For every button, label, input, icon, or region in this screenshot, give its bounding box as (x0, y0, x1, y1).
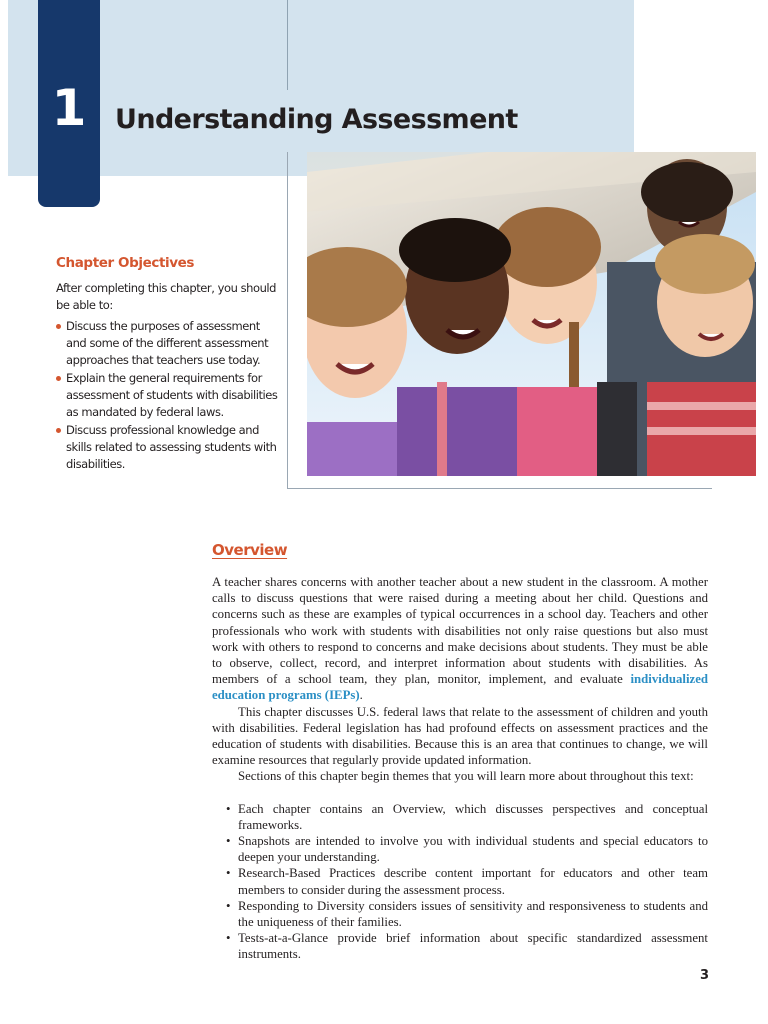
theme-item (226, 898, 708, 930)
theme-item (226, 865, 708, 897)
theme-text: Each chapter contains an Overview, which discusses perspectives and conceptual frameworks. (238, 801, 708, 832)
bullet-dot-icon (56, 428, 61, 433)
bullet-icon: • (226, 834, 231, 849)
photo-children-laughing-icon (307, 152, 756, 476)
themes-list (226, 801, 708, 963)
theme-text: Responding to Diversity considers issues of sensitivity and responsiveness to students and the uniqueness of their families. (238, 898, 708, 930)
objective-text: Explain the general requirements for assessment of students with disabilities as mandated by federal laws. (66, 371, 278, 419)
chapter-title: Understanding Assessment (115, 104, 518, 135)
header-divider (287, 0, 288, 90)
theme-item (226, 930, 708, 962)
objective-item (56, 318, 278, 369)
theme-text: Snapshots are intended to involve you with individual students and special educators to deepen your understanding. (238, 834, 708, 865)
chapter-number: 1 (51, 79, 87, 137)
paragraph-text: . (359, 688, 363, 703)
objective-item (56, 370, 278, 421)
objective-text: Discuss the purposes of assessment and some of the different assessment approaches that teachers use today. (66, 319, 269, 367)
chapter-objectives (56, 252, 278, 474)
theme-item (226, 833, 708, 865)
bullet-dot-icon (56, 376, 61, 381)
objectives-list (56, 318, 278, 473)
bullet-icon: • (226, 931, 231, 946)
paragraph-text: A teacher shares concerns with another teacher about a new student in the classroom. A mother calls to discuss questions that were raised during a meeting about her child. Questions and concerns such as these are examples of typical occurrences in a school day. Teachers and other professionals who work with students with disabilities not only raise questions but also must work with others to respond to concerns and make decisions about students. They must be able to observe, collect, record, and interpret information about students with disabilities. As members of a school team, they plan, monitor, implement, and evaluate (212, 575, 708, 687)
paragraph: Sections of this chapter begin themes that you will learn more about throughout this text: (238, 769, 694, 784)
header-band (8, 0, 634, 176)
overview-heading: Overview (212, 541, 288, 559)
objectives-intro: After completing this chapter, you should be able to: (56, 281, 277, 312)
overview-body (212, 574, 708, 963)
photo-frame-bottom (287, 488, 712, 489)
theme-text: Tests-at-a-Glance provide brief information about specific standardized assessment instruments. (238, 931, 708, 962)
bullet-icon: • (226, 898, 231, 913)
objectives-heading: Chapter Objectives (56, 255, 195, 271)
photo-frame-left (287, 152, 288, 488)
bullet-icon: • (226, 801, 231, 816)
chapter-photo (307, 152, 756, 476)
paragraph (212, 574, 708, 704)
paragraph: This chapter discusses U.S. federal laws that relate to the assessment of children and youth with disabilities. Federal legislation has had profound effects on assessment practices and the education of students with disabilities. Because this is an area that continues to change, we will examine resources that regularly provide updated information. (212, 704, 708, 768)
theme-text: Research-Based Practices describe content important for educators and other team members to consider during the assessment process. (238, 866, 708, 897)
theme-item (226, 801, 708, 833)
bullet-icon: • (226, 866, 231, 881)
page-number: 3 (700, 968, 710, 983)
objective-item (56, 422, 278, 473)
objective-text: Discuss professional knowledge and skills related to assessing students with disabilities. (66, 423, 277, 471)
bullet-dot-icon (56, 324, 61, 329)
key-term-link[interactable]: individualized education programs (IEPs) (212, 672, 708, 703)
